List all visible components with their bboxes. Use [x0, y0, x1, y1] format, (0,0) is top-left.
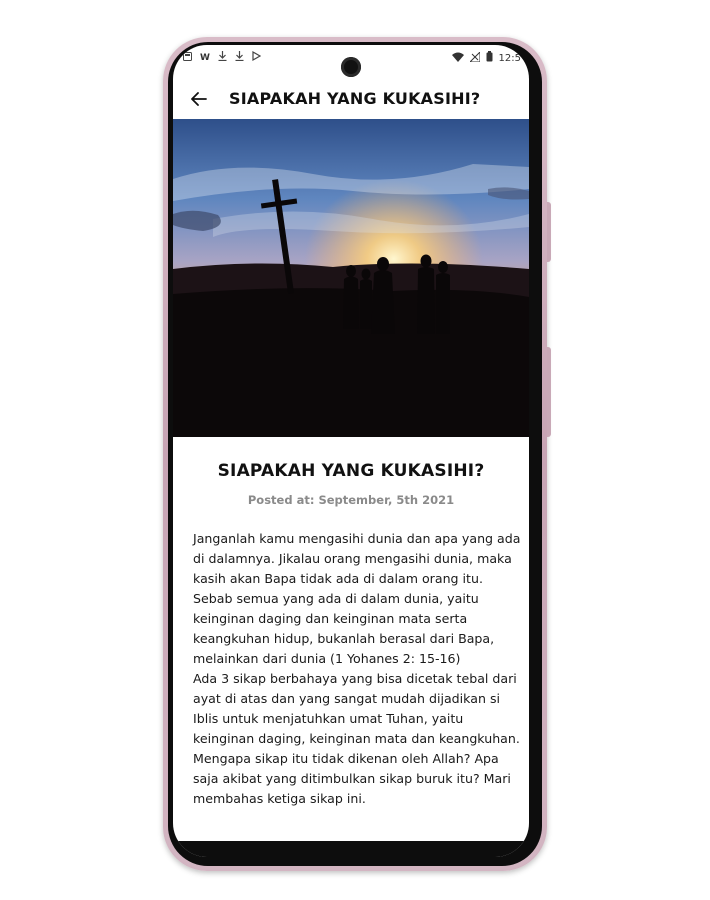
status-right [452, 51, 521, 65]
volume-button [547, 202, 551, 262]
power-button [547, 347, 551, 437]
notification-icon [183, 52, 192, 65]
hero-image [173, 119, 529, 437]
posted-date: Posted at: September, 5th 2021 [247, 493, 455, 507]
status-left [183, 51, 261, 65]
sunset-cross-photo [173, 119, 529, 437]
app-bar [173, 79, 529, 119]
front-camera [341, 57, 361, 77]
screen-bottom-bezel [173, 841, 529, 857]
play-icon [252, 51, 261, 65]
screen [173, 45, 529, 857]
status-time: 12:5 [498, 52, 521, 64]
back-button[interactable] [187, 87, 211, 111]
status-bar [173, 45, 529, 71]
wifi-icon [452, 52, 464, 65]
arrow-left-icon [191, 92, 207, 106]
w-icon: W [200, 53, 210, 63]
article [173, 437, 529, 857]
paragraph-1: Janganlah kamu mengasihi dunia dan apa yang ada di dalamnya. Jikalau orang mengasihi dunia, maka kasih akan Bapa tidak ada di dalam orang itu. Sebab semua yang ada di dalam dunia, yaitu keinginan daging dan keinginan mata serta keangkuhan hidup, bukanlah berasal dari Bapa, melainkan dari dunia (1 Yohanes 2: 15-16) [193, 531, 521, 666]
article-body [193, 529, 523, 809]
download-icon [218, 51, 227, 65]
download-icon [235, 51, 244, 65]
signal-icon [470, 52, 480, 65]
phone-frame [163, 37, 547, 871]
paragraph-2: Ada 3 sikap berbahaya yang bisa dicetak tebal dari ayat di atas dan yang sangat mudah dijadikan si Iblis untuk menjatuhkan umat Tuhan, yaitu keinginan daging, keinginan mata dan keangkuhan. Mengapa sikap itu tidak dikenan oleh Allah? Apa saja akibat yang ditimbulkan sikap buruk itu? Mari membahas ketiga sikap ini. [193, 671, 520, 806]
battery-icon [486, 51, 493, 65]
article-title: SIAPAKAH YANG KUKASIHI? [217, 461, 485, 481]
app-bar-title: SIAPAKAH YANG KUKASIHI? [229, 89, 481, 108]
